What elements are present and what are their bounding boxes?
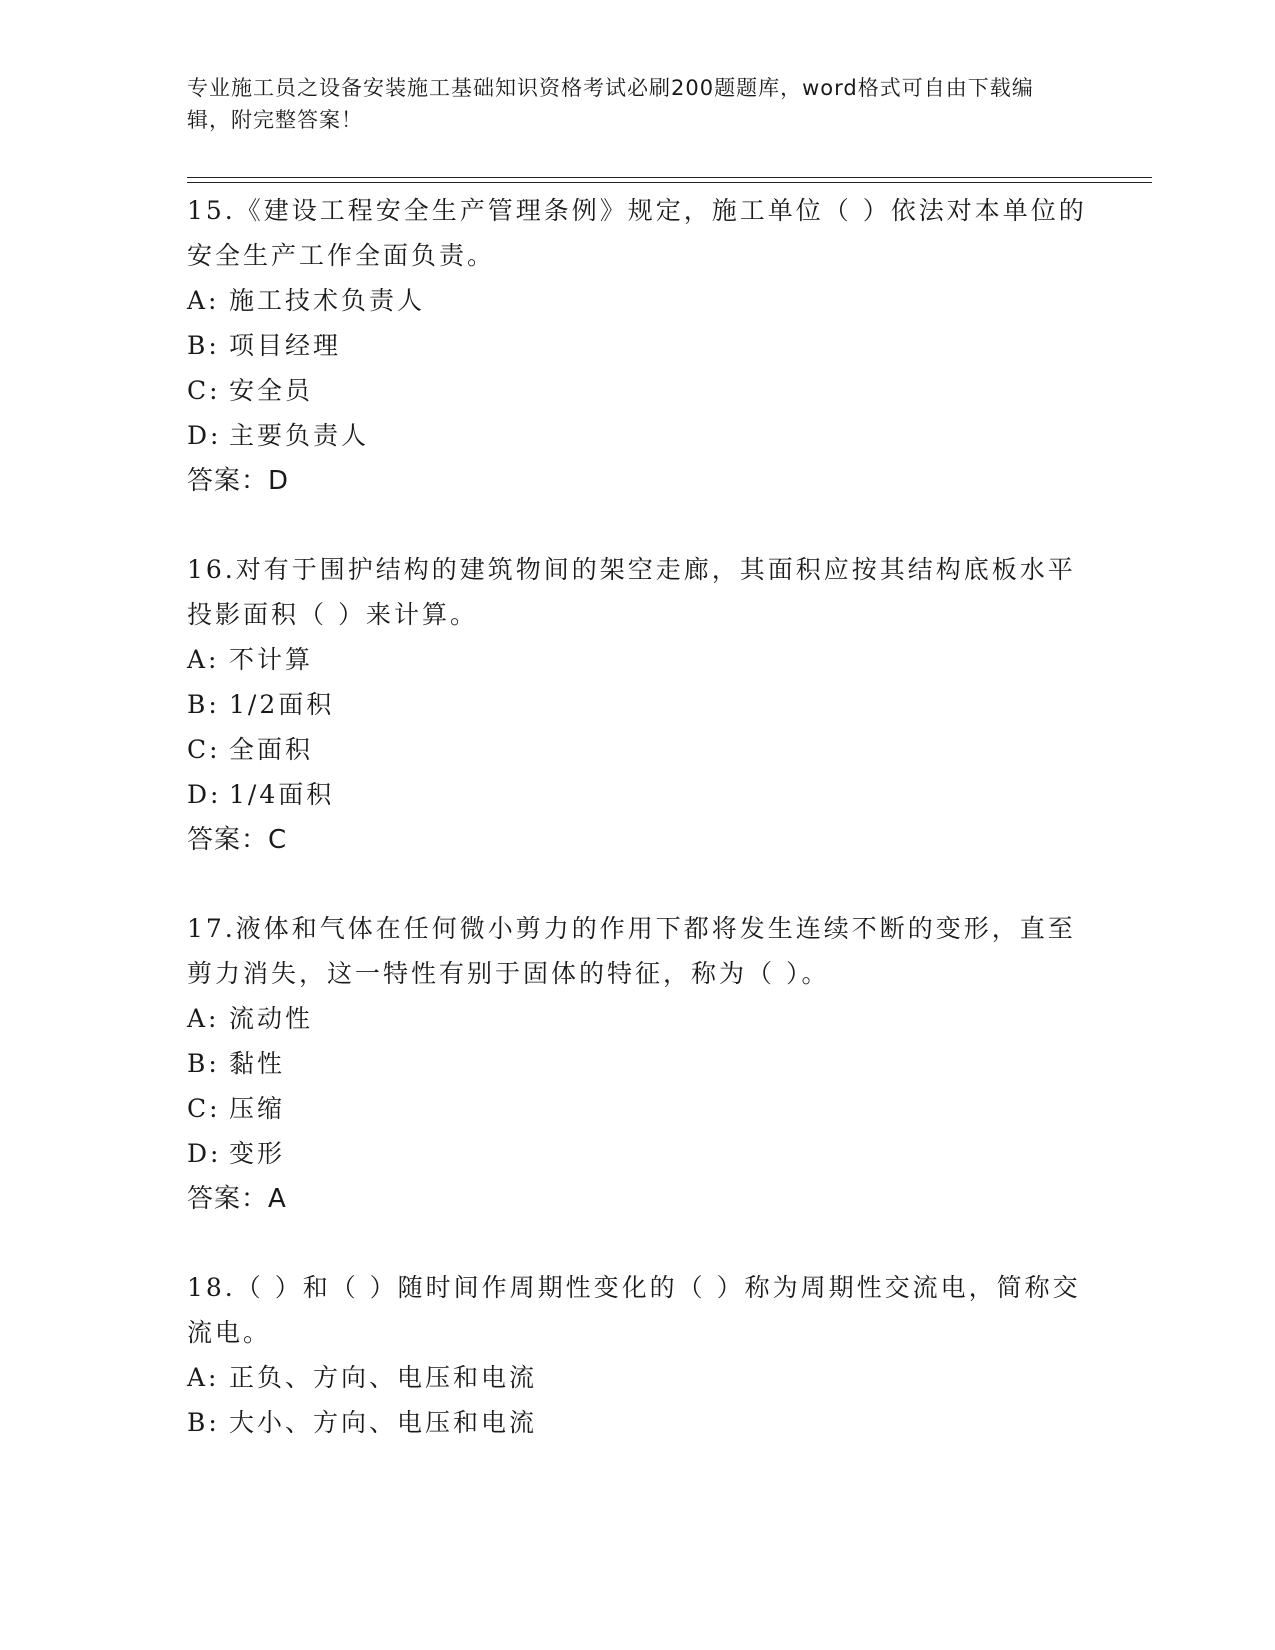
document-header: 专业施工员之设备安装施工基础知识资格考试必刷200题题库，word格式可自由下载编辑，附完整答案！: [187, 76, 1034, 132]
option-a: [187, 996, 1087, 1041]
option-text: 全面积: [229, 735, 314, 764]
question-17: [187, 906, 1087, 1222]
answer-line: 答案：C: [187, 825, 288, 855]
option-letter: B:: [187, 1408, 220, 1437]
option-d: [187, 772, 1087, 817]
option-letter: A:: [187, 286, 220, 315]
option-letter: C:: [187, 376, 221, 405]
option-c: [187, 1086, 1087, 1131]
option-letter: B:: [187, 331, 220, 360]
option-text: 黏性: [229, 1049, 286, 1078]
question-15: [187, 188, 1087, 504]
question-list: [187, 188, 1087, 1488]
option-text: 安全员: [229, 376, 314, 405]
option-letter: A:: [187, 645, 220, 674]
option-text: 1/2面积: [229, 690, 335, 719]
option-text: 大小、方向、电压和电流: [229, 1408, 538, 1437]
option-text: 流动性: [229, 1004, 314, 1033]
header-rule-bottom: [187, 182, 1152, 183]
answer-line: 答案：D: [187, 466, 290, 496]
option-letter: C:: [187, 1094, 221, 1123]
option-b: [187, 1041, 1087, 1086]
option-b: [187, 1400, 1087, 1445]
question-text: 17.液体和气体在任何微小剪力的作用下都将发生连续不断的变形，直至剪力消失，这一特性有别于固体的特征，称为（ ）。: [187, 914, 1076, 988]
option-letter: C:: [187, 735, 221, 764]
option-d: [187, 413, 1087, 458]
option-a: [187, 1355, 1087, 1400]
option-text: 变形: [229, 1139, 286, 1168]
answer-line: 答案：A: [187, 1184, 287, 1214]
option-text: 压缩: [229, 1094, 286, 1123]
option-a: [187, 637, 1087, 682]
option-c: [187, 368, 1087, 413]
option-letter: B:: [187, 1049, 220, 1078]
option-text: 1/4面积: [229, 780, 335, 809]
question-text: 15.《建设工程安全生产管理条例》规定，施工单位（ ）依法对本单位的安全生产工作全面负责。: [187, 196, 1087, 270]
question-text: 18.（ ）和（ ）随时间作周期性变化的（ ）称为周期性交流电，简称交流电。: [187, 1273, 1081, 1347]
option-text: 项目经理: [229, 331, 342, 360]
option-text: 施工技术负责人: [229, 286, 426, 315]
option-letter: D:: [187, 1139, 222, 1168]
option-letter: D:: [187, 780, 222, 809]
option-letter: A:: [187, 1363, 220, 1392]
option-a: [187, 278, 1087, 323]
question-16: [187, 547, 1087, 863]
option-d: [187, 1131, 1087, 1176]
question-text: 16.对有于围护结构的建筑物间的架空走廊，其面积应按其结构底板水平投影面积（ ）来计算。: [187, 555, 1076, 629]
option-text: 不计算: [229, 645, 314, 674]
option-text: 主要负责人: [229, 421, 370, 450]
option-c: [187, 727, 1087, 772]
option-letter: D:: [187, 421, 222, 450]
option-letter: A:: [187, 1004, 220, 1033]
question-18: [187, 1265, 1087, 1445]
option-text: 正负、方向、电压和电流: [229, 1363, 538, 1392]
option-b: [187, 682, 1087, 727]
option-letter: B:: [187, 690, 220, 719]
header-rule-top: [187, 177, 1152, 178]
option-b: [187, 323, 1087, 368]
